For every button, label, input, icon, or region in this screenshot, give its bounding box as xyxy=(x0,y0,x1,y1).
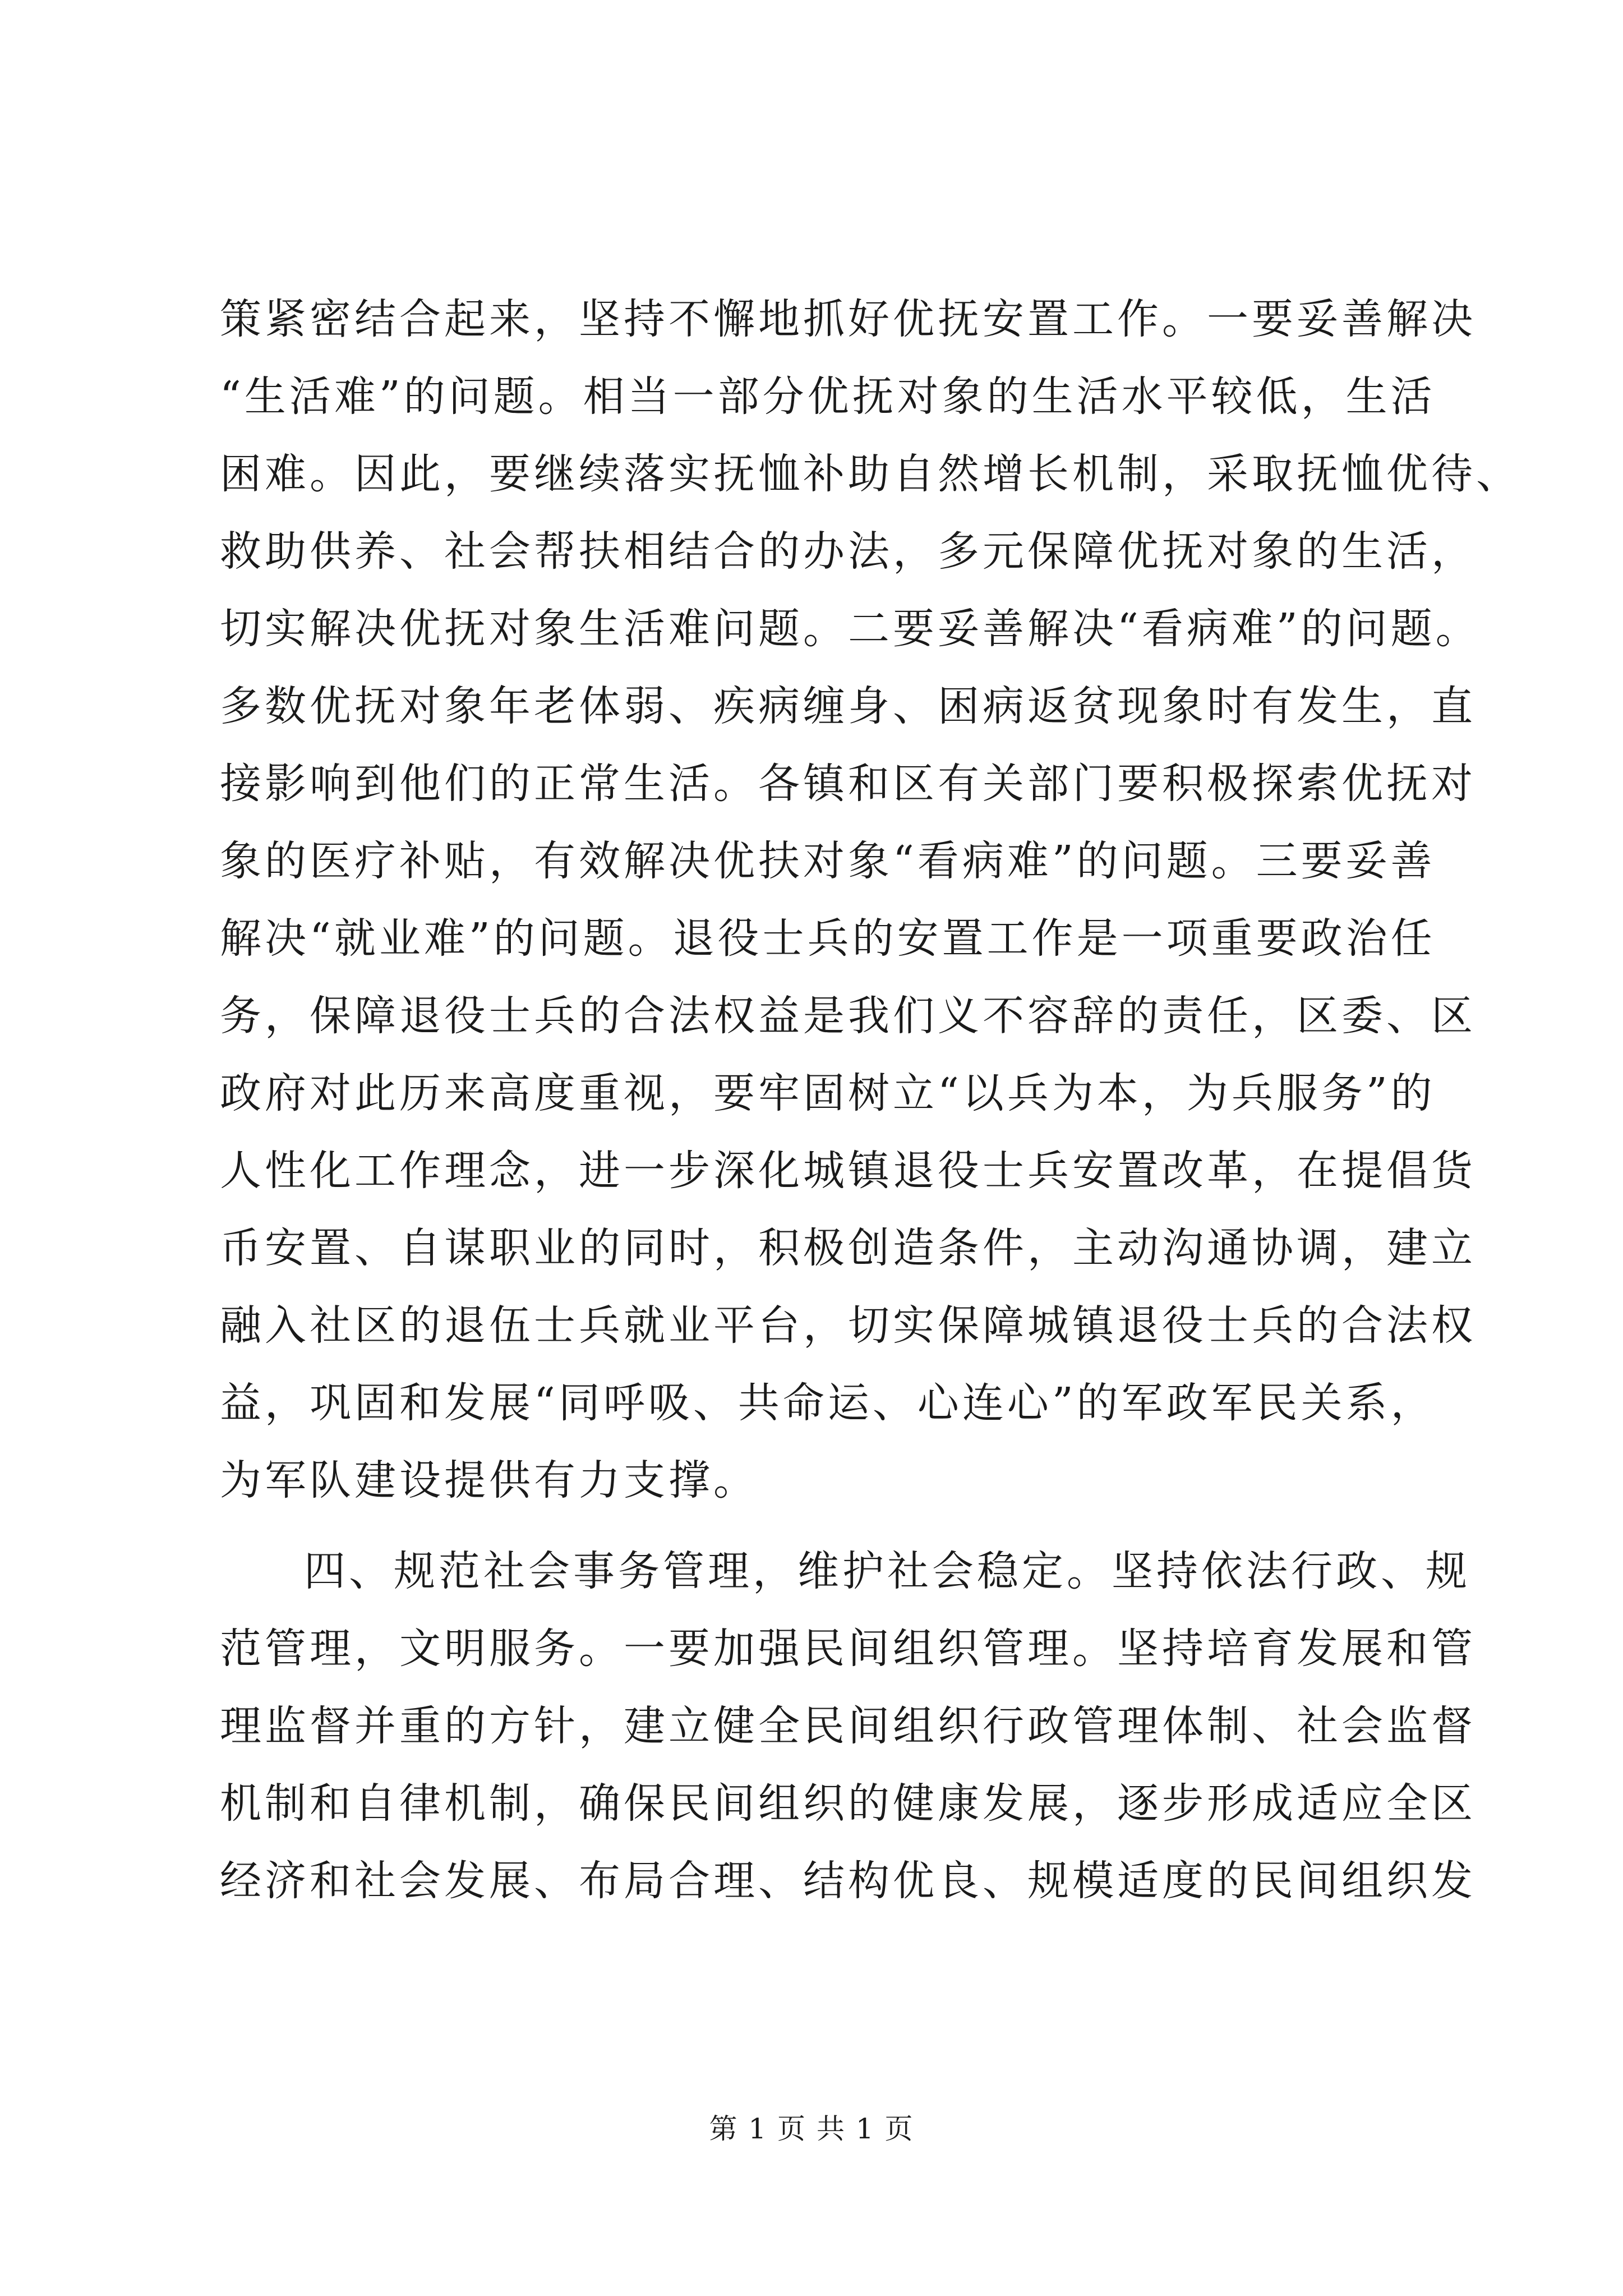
text-line: 接影响到他们的正常生活。各镇和区有关部门要积极探索优抚对 xyxy=(220,760,1476,808)
text-line: 融入社区的退伍士兵就业平台，切实保障城镇退役士兵的合法权 xyxy=(220,1301,1476,1350)
text-line: 切实解决优抚对象生活难问题。二要妥善解决“看病难”的问题。 xyxy=(220,605,1481,653)
text-line: 益，巩固和发展“同呼吸、共命运、心连心”的军政军民关系， xyxy=(220,1379,1436,1427)
text-line: “生活难”的问题。相当一部分优抚对象的生活水平较低，生活 xyxy=(220,372,1436,421)
text-line: 救助供养、社会帮扶相结合的办法，多元保障优抚对象的生活， xyxy=(220,527,1476,576)
text-line: 困难。因此，要继续落实抚恤补助自然增长机制，采取抚恤优待、 xyxy=(220,450,1521,498)
text-line: 经济和社会发展、布局合理、结构优良、规模适度的民间组织发 xyxy=(220,1857,1476,1905)
text-line: 务，保障退役士兵的合法权益是我们义不容辞的责任，区委、区 xyxy=(220,992,1476,1040)
text-line: 策紧密结合起来，坚持不懈地抓好优抚安置工作。一要妥善解决 xyxy=(220,295,1476,343)
text-line: 象的医疗补贴，有效解决优扶对象“看病难”的问题。三要妥善 xyxy=(220,837,1436,885)
text-line: 政府对此历来高度重视，要牢固树立“以兵为本，为兵服务”的 xyxy=(220,1069,1436,1117)
text-line: 机制和自律机制，确保民间组织的健康发展，逐步形成适应全区 xyxy=(220,1779,1476,1828)
text-line: 多数优抚对象年老体弱、疾病缠身、困病返贫现象时有发生，直 xyxy=(220,682,1476,730)
text-line: 解决“就业难”的问题。退役士兵的安置工作是一项重要政治任 xyxy=(220,914,1436,963)
text-line: 为军队建设提供有力支撑。 xyxy=(220,1456,758,1504)
body-text xyxy=(220,280,1521,1920)
text-line: 币安置、自谋职业的同时，积极创造条件，主动沟通协调，建立 xyxy=(220,1224,1476,1272)
text-line: 人性化工作理念，进一步深化城镇退役士兵安置改革，在提倡货 xyxy=(220,1147,1476,1195)
page-footer: 第 1 页 共 1 页 xyxy=(709,2113,914,2145)
text-line: 理监督并重的方针，建立健全民间组织行政管理体制、社会监督 xyxy=(220,1702,1476,1750)
text-line: 范管理，文明服务。一要加强民间组织管理。坚持培育发展和管 xyxy=(220,1625,1476,1673)
paragraph-start-line: 四、规范社会事务管理，维护社会稳定。坚持依法行政、规 xyxy=(304,1547,1470,1595)
